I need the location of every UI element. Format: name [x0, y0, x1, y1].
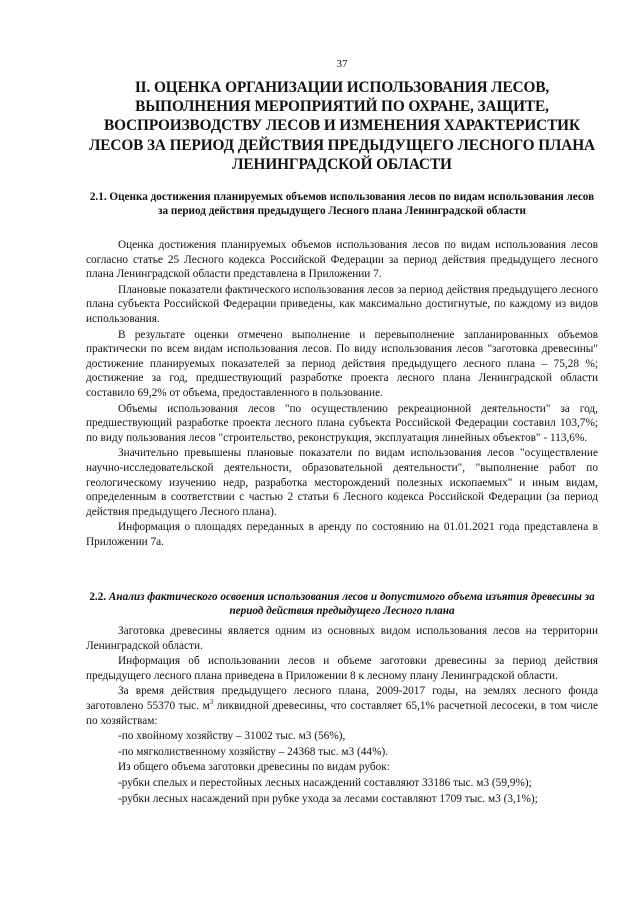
list-item: -рубки лесных насаждений при рубке ухода за лесами составляют 1709 тыс. м3 (3,1%); — [118, 792, 538, 805]
list-item: Из общего объема заготовки древесины по видам рубок: — [118, 761, 390, 774]
document-page — [86, 0, 598, 905]
paragraph: Заготовка древесины является одним из основных видом использования лесов на территории Ленинградской области. — [86, 625, 598, 652]
section-title-2-2 — [86, 590, 598, 618]
paragraph-harvest-volume — [86, 684, 598, 728]
page-number: 37 — [336, 58, 348, 70]
list-item: -по мягколиственному хозяйству – 24368 тыс. м3 (44%). — [118, 745, 389, 758]
section-2-2-body — [86, 624, 598, 807]
section-2-1-body — [86, 238, 598, 550]
list-item: -по хвойному хозяйству – 31002 тыс. м3 (56%), — [118, 730, 346, 743]
paragraph: Оценка достижения планируемых объемов использования лесов по видам использования лесов согласно статье 25 Лесного кодекса Российской Федерации за период действия предыдущего лесного плана Ленинградской области представлена в Приложении 7. — [86, 239, 598, 281]
paragraph: Информация о площадях переданных в аренду по состоянию на 01.01.2021 года представлена в Приложении 7а. — [86, 521, 598, 548]
list-item: -рубки спелых и перестойных лесных насаждений составляют 33186 тыс. м3 (59,9%); — [118, 776, 532, 789]
paragraph: В результате оценки отмечено выполнение и перевыполнение запланированных объемов практически по всем видам использования лесов. По виду использования лесов "заготовка древесины" достижение планируемых показателей за период действия предыдущего лесного плана – 75,28 %; достижение за год, предшествующий разработке проекта лесного плана Ленинградской области составило 69,2% от объема, предоставленного в пользование. — [86, 328, 598, 399]
paragraph: Информация об использовании лесов и объеме заготовки древесины за период действия предыдущего лесного плана приведена в Приложении 8 к лесному плану Ленинградской области. — [86, 655, 598, 682]
section-title-text: Анализ фактического освоения использования лесов и допустимого объема изъятия древесины за период действия предыдущего Лесного плана — [108, 591, 595, 617]
section-title-2-1: 2.1. Оценка достижения планируемых объемов использования лесов по видам использования лесов за период действия предыдущего Лесного плана Ленинградской области — [89, 191, 595, 217]
superscript: 3 — [209, 698, 214, 707]
paragraph: Значительно превышены плановые показатели по видам использования лесов "осуществление научно-исследовательской деятельности, образовательной деятельности", "выполнение работ по геологическому изучению недр, разработка месторождений полезных ископаемых" и иным видам, определенным в соответствии с частью 2 статьи 6 Лесного кодекса Российской Федерации (за период действия предыдущего Лесного плана). — [86, 447, 598, 518]
text-run: За время действия предыдущего лесного плана, 2009-2017 годы, на землях лесного фонда заготовлено 55370 тыс. м — [86, 685, 598, 712]
section-number: 2.2. — [89, 591, 107, 603]
paragraph: Плановые показатели фактического использования лесов за период действия предыдущего лесного плана субъекта Российской Федерации приведены, как максимально достигнутые, по каждому из видов использования. — [86, 283, 598, 325]
paragraph: Объемы использования лесов "по осуществлению рекреационной деятельности" за год, предшествующий разработке проекта лесного плана субъекта Российской Федерации составил 103,7%; по виду пользования лесов "строительство, реконструкция, эксплуатация линейных объектов" - 113,6%. — [86, 402, 598, 444]
text-run: ликвидной древесины, что составляет 65,1% расчетной лесосеки, в том числе по хозяйствам: — [86, 699, 598, 727]
chapter-title: II. ОЦЕНКА ОРГАНИЗАЦИИ ИСПОЛЬЗОВАНИЯ ЛЕСОВ, ВЫПОЛНЕНИЯ МЕРОПРИЯТИЙ ПО ОХРАНЕ, ЗАЩИТЕ, ВОСПРОИЗВОДСТВУ ЛЕСОВ И ИЗМЕНЕНИЯ ХАРАКТЕРИСТИК ЛЕСОВ ЗА ПЕРИОД ДЕЙСТВИЯ ПРЕДЫДУЩЕГО ЛЕСНОГО ПЛАНА ЛЕНИНГРАДСКОЙ ОБЛАСТИ — [88, 79, 595, 173]
